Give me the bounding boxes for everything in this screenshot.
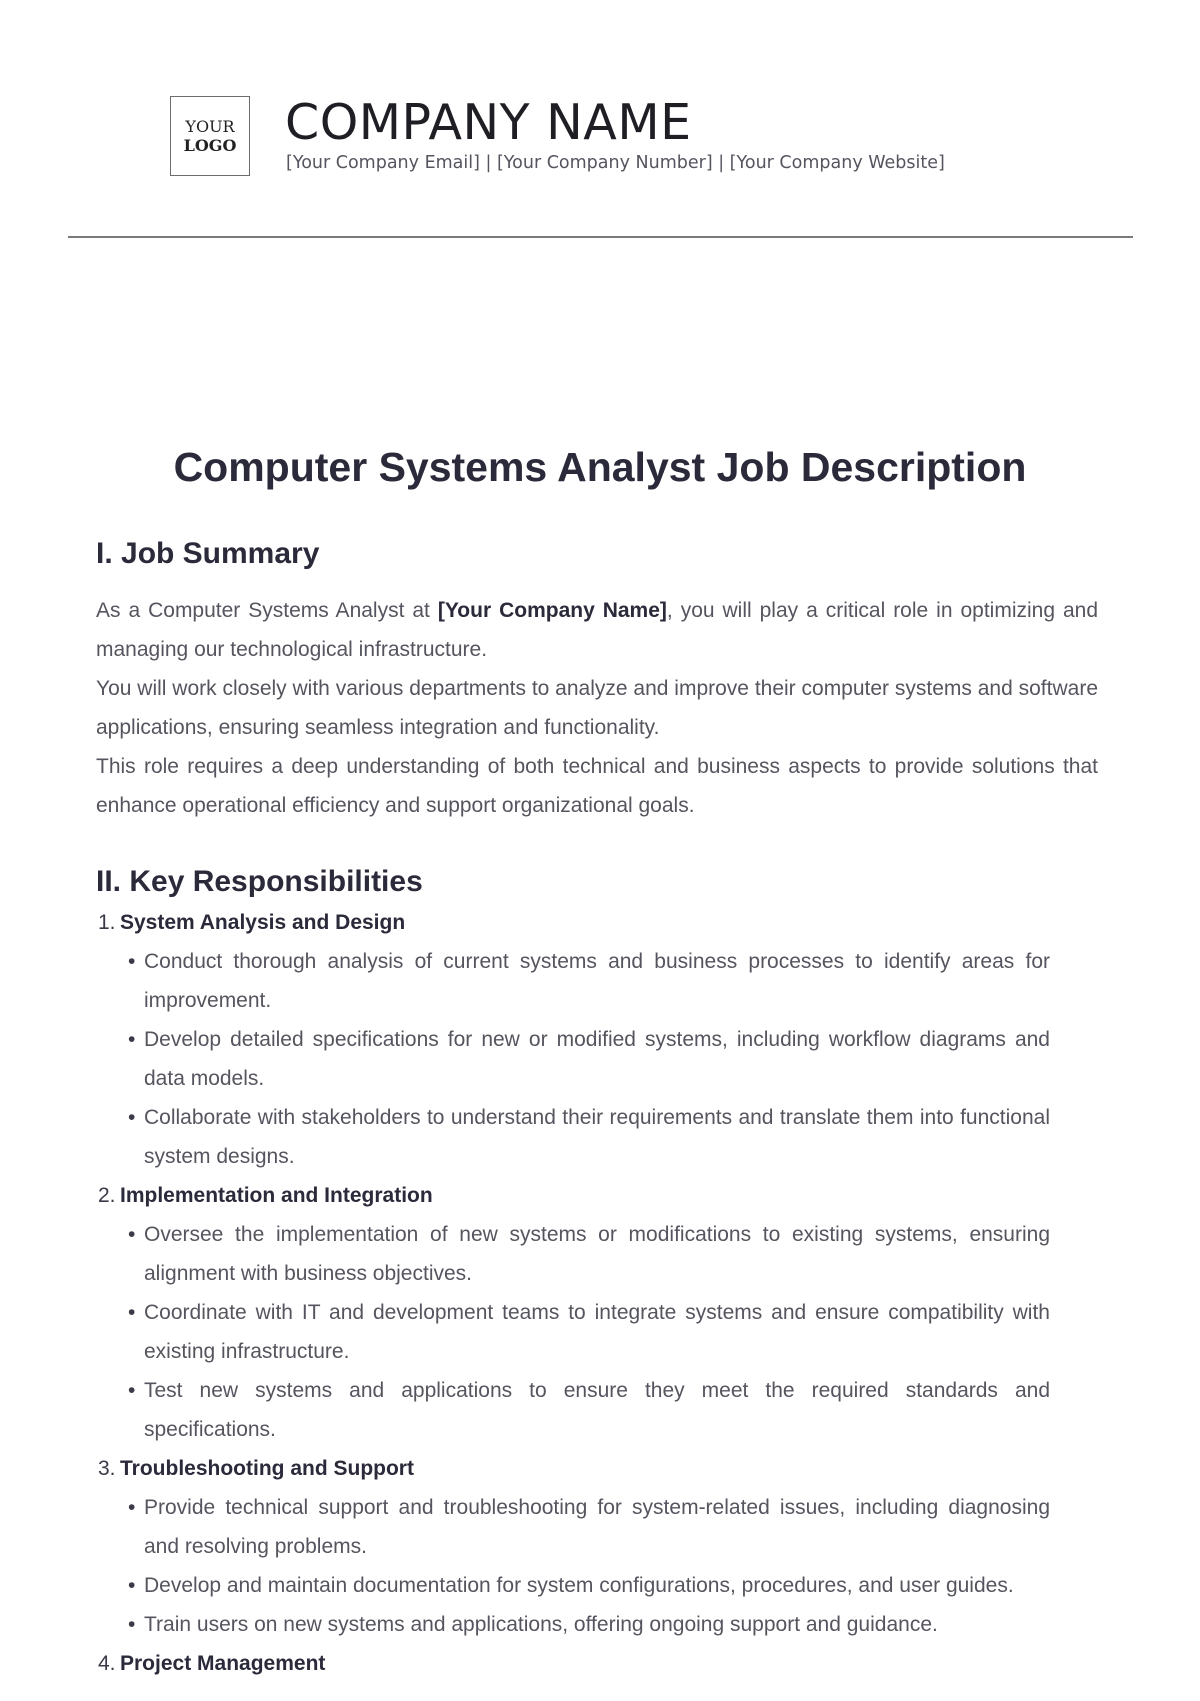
logo-line-1: YOUR bbox=[185, 117, 235, 136]
bullet-item bbox=[128, 942, 1050, 1020]
responsibility-item bbox=[96, 903, 1098, 1176]
bullet-marker: • bbox=[128, 1574, 136, 1597]
responsibility-header bbox=[96, 903, 1098, 942]
bullet-item bbox=[128, 1488, 1050, 1566]
letterhead bbox=[170, 96, 1070, 178]
responsibility-number: 1. bbox=[98, 911, 116, 934]
section-heading-key-responsibilities: II. Key Responsibilities bbox=[96, 865, 423, 898]
bullet-marker: • bbox=[128, 1379, 136, 1402]
bullet-marker: • bbox=[128, 1496, 136, 1519]
bullet-text: Test new systems and applications to ensure they meet the required standards and specifications. bbox=[144, 1379, 1050, 1441]
responsibility-number: 2. bbox=[98, 1184, 116, 1207]
bullet-item bbox=[128, 1020, 1050, 1098]
bullet-item bbox=[128, 1605, 1050, 1644]
responsibility-bullets bbox=[128, 1488, 1050, 1644]
bullet-marker: • bbox=[128, 950, 136, 973]
summary-p1-start: As a Computer Systems Analyst at bbox=[96, 599, 438, 622]
bullet-item bbox=[128, 1215, 1050, 1293]
bullet-marker: • bbox=[128, 1223, 136, 1246]
bullet-marker: • bbox=[128, 1028, 136, 1051]
bullet-text: Develop and maintain documentation for system configurations, procedures, and user guides. bbox=[144, 1574, 1014, 1597]
responsibility-bullets bbox=[128, 942, 1050, 1176]
summary-paragraph-1 bbox=[96, 591, 1098, 669]
bullet-item bbox=[128, 1098, 1050, 1176]
responsibility-header bbox=[96, 1176, 1098, 1215]
responsibility-title: Project Management bbox=[120, 1652, 326, 1675]
bullet-text: Collaborate with stakeholders to understand their requirements and translate them into functional system designs. bbox=[144, 1106, 1050, 1168]
company-contact: [Your Company Email] | [Your Company Number] | [Your Company Website] bbox=[286, 153, 945, 173]
responsibility-item bbox=[96, 1449, 1098, 1644]
summary-paragraph-2: You will work closely with various departments to analyze and improve their computer systems and software applications, ensuring seamless integration and functionality. bbox=[96, 677, 1098, 739]
bullet-item bbox=[128, 1293, 1050, 1371]
bullet-item bbox=[128, 1371, 1050, 1449]
bullet-text: Oversee the implementation of new systems or modifications to existing systems, ensuring alignment with business objectives. bbox=[144, 1223, 1050, 1285]
bullet-text: Train users on new systems and applications, offering ongoing support and guidance. bbox=[144, 1613, 938, 1636]
bullet-marker: • bbox=[128, 1301, 136, 1324]
bullet-text: Develop detailed specifications for new or modified systems, including workflow diagrams and data models. bbox=[144, 1028, 1050, 1090]
job-summary bbox=[96, 591, 1098, 825]
company-name: COMPANY NAME bbox=[285, 94, 692, 151]
responsibility-header bbox=[96, 1644, 1098, 1683]
document-title: Computer Systems Analyst Job Description bbox=[173, 444, 1027, 490]
section-heading-job-summary: I. Job Summary bbox=[96, 537, 320, 570]
company-name-placeholder: [Your Company Name] bbox=[437, 599, 667, 622]
bullet-text: Provide technical support and troubleshooting for system-related issues, including diagnosing and resolving problems. bbox=[144, 1496, 1050, 1558]
responsibility-title: Implementation and Integration bbox=[120, 1184, 433, 1207]
bullet-item bbox=[128, 1566, 1050, 1605]
responsibility-number: 4. bbox=[98, 1652, 116, 1675]
bullet-text: Coordinate with IT and development teams to integrate systems and ensure compatibility with existing infrastructure. bbox=[144, 1301, 1050, 1363]
responsibility-header bbox=[96, 1449, 1098, 1488]
responsibility-item bbox=[96, 1644, 1098, 1683]
summary-paragraph-3: This role requires a deep understanding of both technical and business aspects to provide solutions that enhance operational efficiency and support organizational goals. bbox=[96, 755, 1098, 817]
logo-line-2: LOGO bbox=[183, 136, 237, 155]
document-body bbox=[96, 535, 1098, 1683]
responsibility-title: System Analysis and Design bbox=[120, 911, 406, 934]
responsibility-title: Troubleshooting and Support bbox=[120, 1457, 414, 1480]
bullet-marker: • bbox=[128, 1106, 136, 1129]
bullet-text: Conduct thorough analysis of current systems and business processes to identify areas for improvement. bbox=[144, 950, 1050, 1012]
responsibility-number: 3. bbox=[98, 1457, 116, 1480]
header-divider bbox=[68, 236, 1133, 238]
summary-p1-end: , you will play a critical role in optimizing and managing our technological infrastructure. bbox=[96, 599, 1098, 661]
company-logo bbox=[170, 96, 250, 176]
responsibility-item bbox=[96, 1176, 1098, 1449]
bullet-marker: • bbox=[128, 1613, 136, 1636]
responsibility-bullets bbox=[128, 1215, 1050, 1449]
responsibilities-list bbox=[96, 903, 1098, 1683]
